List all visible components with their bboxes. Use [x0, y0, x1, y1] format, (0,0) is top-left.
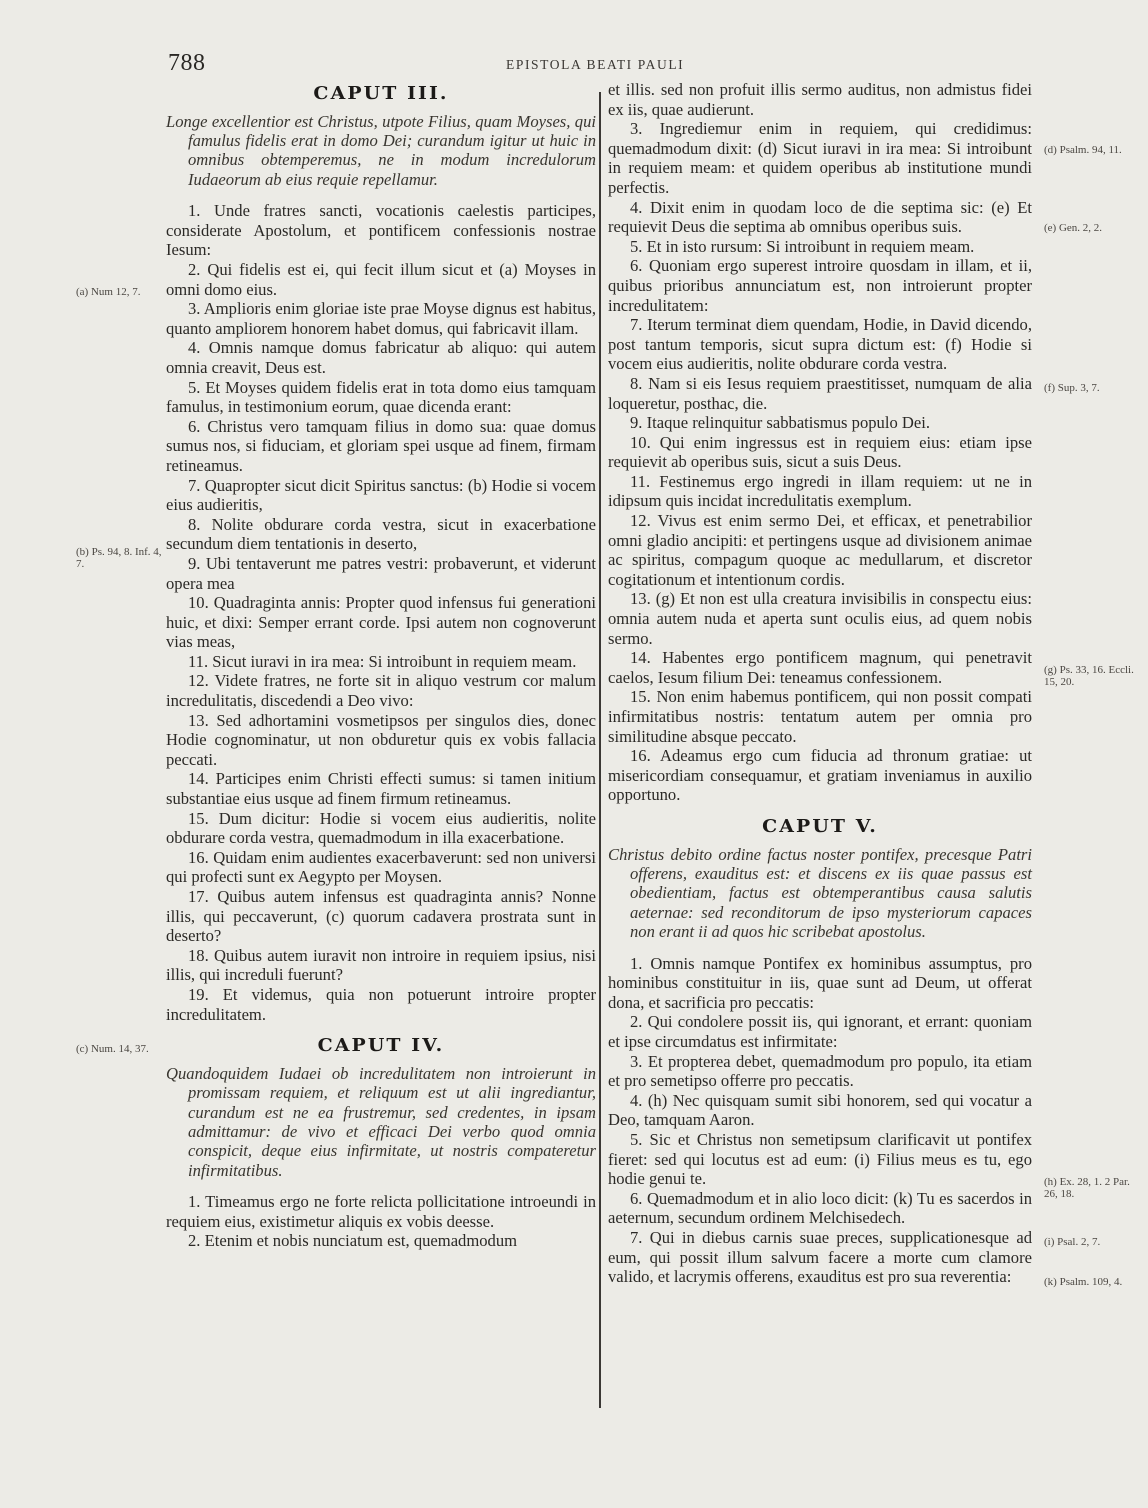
- verse: 17. Quibus autem infensus est quadraginta annis? Nonne illis, qui peccaverunt, (c) quorum cadavera prostrata sunt in deserto?: [166, 887, 596, 946]
- verse: 14. Habentes ergo pontificem magnum, qui penetravit caelos, Iesum filium Dei: teneamus confessionem.: [608, 648, 1032, 687]
- verse: 16. Quidam enim audientes exacerbaverunt: sed non universi qui profecti sunt ex Aegypto per Moysen.: [166, 847, 596, 887]
- verse: 16. Adeamus ergo cum fiducia ad thronum gratiae: ut misericordiam consequamur, et gratiam inveniamus in auxilio opportuno.: [608, 746, 1032, 805]
- left-column: [166, 80, 596, 1251]
- column-divider: [599, 92, 601, 1408]
- margin-note-h: (h) Ex. 28, 1. 2 Par. 26, 18.: [1044, 1176, 1130, 1200]
- margin-note-a: (a) Num 12, 7.: [76, 286, 141, 298]
- running-head: EPISTOLA BEATI PAULI: [506, 57, 685, 72]
- verse: 11. Festinemus ergo ingredi in illam requiem: ut ne in idipsum quis incidat incredulitatis exemplum.: [608, 471, 1032, 511]
- verse-continued: et illis. sed non profuit illis sermo auditus, non admistus fidei ex iis, quae audierunt.: [608, 80, 1032, 119]
- verse: 6. Christus vero tamquam filius in domo sua: quae domus sumus nos, si fiduciam, et gloriam spei usque ad finem, firmam retineamus.: [166, 416, 596, 475]
- verse: 7. Qui in diebus carnis suae preces, supplicationesque ad eum, qui possit illum salvum facere a morte cum clamore valido, et lacrymis offerens, exauditus est pro sua reverentia:: [608, 1227, 1032, 1287]
- margin-note-c: (c) Num. 14, 37.: [76, 1043, 149, 1055]
- verse: 1. Unde fratres sancti, vocationis caelestis participes, considerate Apostolum, et pontificem confessionis nostrae Iesum:: [166, 201, 596, 260]
- verse: 4. (h) Nec quisquam sumit sibi honorem, sed qui vocatur a Deo, tamquam Aaron.: [608, 1090, 1032, 1130]
- verse: 4. Dixit enim in quodam loco de die septima sic: (e) Et requievit Deus die septima ab omnibus operibus suis.: [608, 197, 1032, 237]
- verse: 6. Quoniam ergo superest introire quosdam in illam, et ii, quibus prioribus annunciatum est, non introierunt propter incredulitatem:: [608, 256, 1032, 315]
- verse: 18. Quibus autem iuravit non introire in requiem ipsius, nisi illis, qui increduli fuerunt?: [166, 945, 596, 985]
- margin-note-d: (d) Psalm. 94, 11.: [1044, 144, 1122, 156]
- verse: 12. Vivus est enim sermo Dei, et efficax, et penetrabilior omni gladio ancipiti: et pertingens usque ad divisionem animae ac spiritus, compagum quoque ac medullarum, et discretor cogitationum et intentionum cordis.: [608, 511, 1032, 589]
- verse: 9. Ubi tentaverunt me patres vestri: probaverunt, et viderunt opera mea: [166, 553, 596, 593]
- chapter-heading-v: CAPUT V.: [762, 815, 878, 837]
- verse: 6. Quemadmodum et in alio loco dicit: (k) Tu es sacerdos in aeternum, secundum ordinem Melchisedech.: [608, 1188, 1032, 1228]
- margin-note-i: (i) Psal. 2, 7.: [1044, 1236, 1101, 1248]
- verse: 15. Non enim habemus pontificem, qui non possit compati infirmitatibus nostris: tentatum autem per omnia pro similitudine absque peccato.: [608, 687, 1032, 746]
- chapter-summary-iii: Longe excellentior est Christus, utpote Filius, quam Moyses, qui famulus fidelis erat in domo Dei; curandum igitur ut huic in omnibus obtemperemus, ne in modum incredulorum Iudaeorum ab eius requie repellamur.: [166, 111, 596, 189]
- verse: 3. Et propterea debet, quemadmodum pro populo, ita etiam et pro semetipso offerre pro peccatis.: [608, 1051, 1032, 1091]
- verse: 2. Qui fidelis est ei, qui fecit illum sicut et (a) Moyses in omni domo eius.: [166, 260, 596, 299]
- verse: 8. Nolite obdurare corda vestra, sicut in exacerbatione secundum diem tentationis in deserto,: [166, 514, 596, 554]
- verse: 1. Omnis namque Pontifex ex hominibus assumptus, pro hominibus constituitur in iis, quae sunt ad Deum, ut offerat dona, et sacrificia pro peccatis:: [608, 953, 1032, 1012]
- verse: 7. Quapropter sicut dicit Spiritus sanctus: (b) Hodie si vocem eius audieritis,: [166, 475, 596, 515]
- verse: 10. Quadraginta annis: Propter quod infensus fui generationi huic, et dixi: Semper errant corde. Ipsi autem non cognoverunt vias meas,: [166, 593, 596, 652]
- verse: 2. Qui condolere possit iis, qui ignorant, et errant: quoniam et ipse circumdatus est infirmitate:: [608, 1012, 1032, 1051]
- verse: 19. Et videmus, quia non potuerunt introire propter incredulitatem.: [166, 984, 596, 1024]
- verse: 10. Qui enim ingressus est in requiem eius: etiam ipse requievit ab operibus suis, sicut a suis Deus.: [608, 432, 1032, 472]
- chapter-heading-iv: CAPUT IV.: [317, 1035, 445, 1057]
- margin-note-f: (f) Sup. 3, 7.: [1044, 382, 1100, 394]
- verse: 1. Timeamus ergo ne forte relicta pollicitatione introeundi in requiem eius, existimetur aliquis ex vobis deesse.: [166, 1192, 596, 1231]
- margin-note-e: (e) Gen. 2, 2.: [1044, 222, 1103, 234]
- verse: 13. (g) Et non est ulla creatura invisibilis in conspectu eius: omnia autem nuda et aperta sunt oculis eius, ad quem nobis sermo.: [608, 589, 1032, 648]
- verse: 14. Participes enim Christi effecti sumus: si tamen initium substantiae eius usque ad finem firmum retineamus.: [166, 769, 596, 809]
- chapter-summary-iv: Quandoquidem Iudaei ob incredulitatem non introierunt in promissam requiem, et reliquum est ut alii ingrediantur, curandum est ne ea frustremur, sed credentes, in ipsam admittamur: de vivo et efficaci Dei verbo quod omnia conspicit, deque eius infirmitate, ut nostris compateretur infirmitatibus.: [166, 1063, 596, 1180]
- right-column: [608, 80, 1032, 1287]
- verse: 3. Ingrediemur enim in requiem, qui credidimus: quemadmodum dixit: (d) Sicut iuravi in ira mea: Si introibunt in requiem meam: et quidem operibus ab institutione mundi perfectis.: [608, 119, 1032, 197]
- verse: 15. Dum dicitur: Hodie si vocem eius audieritis, nolite obdurare corda vestra, quemadmodum in illa exacerbatione.: [166, 808, 596, 848]
- verse: 11. Sicut iuravi in ira mea: Si introibunt in requiem meam.: [188, 651, 577, 671]
- verse: 7. Iterum terminat diem quendam, Hodie, in David dicendo, post tantum temporis, sicut supra dictum est: (f) Hodie si vocem eius audieritis, nolite obdurare corda vestra.: [608, 315, 1032, 374]
- verse: 13. Sed adhortamini vosmetipsos per singulos dies, donec Hodie cognominatur, ut non obduretur quis ex vobis fallacia peccati.: [166, 710, 596, 769]
- verse: 8. Nam si eis Iesus requiem praestitisset, numquam de alia loqueretur, posthac, die.: [608, 373, 1032, 413]
- verse: 4. Omnis namque domus fabricatur ab aliquo: qui autem omnia creavit, Deus est.: [166, 338, 596, 377]
- margin-note-g: (g) Ps. 33, 16. Eccli. 15, 20.: [1044, 664, 1134, 688]
- verse: 2. Etenim et nobis nunciatum est, quemadmodum: [188, 1231, 518, 1251]
- verse: 5. Sic et Christus non semetipsum clarificavit ut pontifex fieret: sed qui locutus est ad eum: (i) Filius meus es tu, ego hodie genui te.: [608, 1129, 1032, 1189]
- verse: 9. Itaque relinquitur sabbatismus populo Dei.: [630, 413, 931, 433]
- margin-note-b: (b) Ps. 94, 8. Inf. 4, 7.: [76, 546, 162, 570]
- margin-note-k: (k) Psalm. 109, 4.: [1044, 1276, 1123, 1288]
- verse: 5. Et Moyses quidem fidelis erat in tota domo eius tamquam famulus, in testimonium eorum, quae dicenda erant:: [166, 377, 596, 417]
- page-number: 788: [168, 50, 206, 76]
- verse: 3. Amplioris enim gloriae iste prae Moyse dignus est habitus, quanto ampliorem honorem habet domus, qui fabricavit illam.: [166, 299, 596, 338]
- verse: 5. Et in isto rursum: Si introibunt in requiem meam.: [630, 236, 975, 256]
- chapter-heading-iii: CAPUT III.: [313, 83, 449, 104]
- chapter-summary-v: Christus debito ordine factus noster pontifex, precesque Patri offerens, exauditus est: et discens ex iis quae passus est obedientiam, factus est obtemperantibus causa salutis aeternae: sed reconditorum de ipso mysteriorum capaces non erant ii ad quos hic scribebat apostolus.: [608, 844, 1032, 942]
- verse: 12. Videte fratres, ne forte sit in aliquo vestrum cor malum incredulitatis, discedendi a Deo vivo:: [166, 671, 596, 711]
